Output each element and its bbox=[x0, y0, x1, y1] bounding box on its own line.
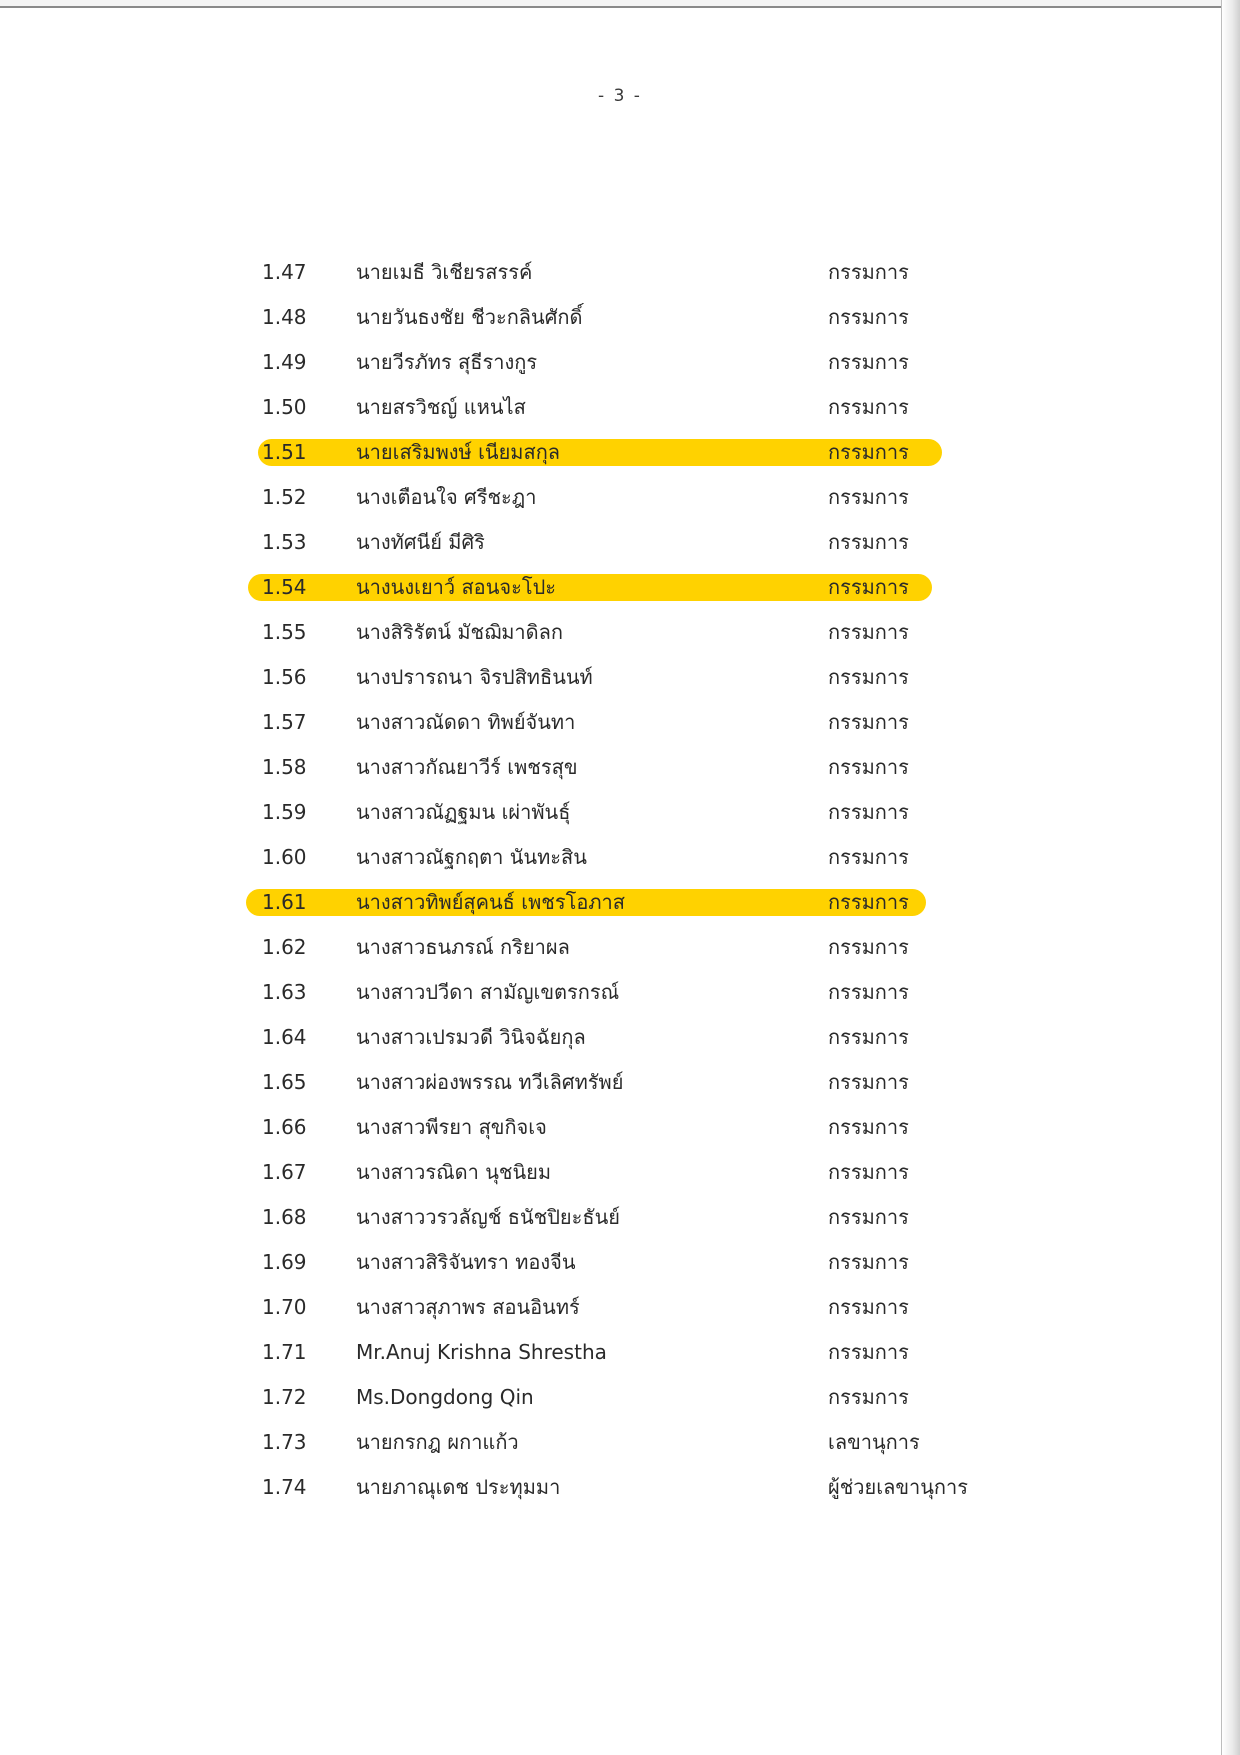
member-name: Mr.Anuj Krishna Shrestha bbox=[356, 1340, 607, 1364]
list-item bbox=[0, 745, 1240, 790]
item-number: 1.65 bbox=[262, 1070, 307, 1094]
list-item bbox=[0, 1285, 1240, 1330]
member-role: กรรมการ bbox=[828, 1295, 909, 1319]
page-number: - 3 - bbox=[598, 86, 642, 106]
item-number: 1.61 bbox=[262, 890, 307, 914]
member-role: กรรมการ bbox=[828, 620, 909, 644]
item-number: 1.60 bbox=[262, 845, 307, 869]
member-role: เลขานุการ bbox=[828, 1430, 920, 1454]
item-number: 1.53 bbox=[262, 530, 307, 554]
member-name: นายวันธงชัย ชีวะกลินศักดิ์ bbox=[356, 305, 583, 329]
list-item bbox=[0, 385, 1240, 430]
list-item bbox=[0, 250, 1240, 295]
member-name: นางสาวทิพย์สุคนธ์ เพชรโอภาส bbox=[356, 890, 625, 914]
list-item bbox=[0, 295, 1240, 340]
item-number: 1.55 bbox=[262, 620, 307, 644]
member-role: กรรมการ bbox=[828, 575, 909, 599]
member-name: นางสาวรณิดา นุชนิยม bbox=[356, 1160, 552, 1184]
member-role: กรรมการ bbox=[828, 485, 909, 509]
member-role: กรรมการ bbox=[828, 260, 909, 284]
list-item bbox=[0, 1060, 1240, 1105]
member-role: กรรมการ bbox=[828, 980, 909, 1004]
item-number: 1.72 bbox=[262, 1385, 307, 1409]
member-role: กรรมการ bbox=[828, 665, 909, 689]
item-number: 1.52 bbox=[262, 485, 307, 509]
member-name: นางสาวณัดดา ทิพย์จันทา bbox=[356, 710, 576, 734]
list-item bbox=[0, 1015, 1240, 1060]
member-role: กรรมการ bbox=[828, 395, 909, 419]
item-number: 1.68 bbox=[262, 1205, 307, 1229]
list-item bbox=[0, 340, 1240, 385]
list-item bbox=[0, 520, 1240, 565]
item-number: 1.73 bbox=[262, 1430, 307, 1454]
list-item-highlighted bbox=[0, 880, 1240, 925]
list-item bbox=[0, 1240, 1240, 1285]
list-item bbox=[0, 610, 1240, 655]
member-name: นางปรารถนา จิรปสิทธินนท์ bbox=[356, 665, 593, 689]
member-name: นางสาวผ่องพรรณ ทวีเลิศทรัพย์ bbox=[356, 1070, 624, 1094]
member-role: ผู้ช่วยเลขานุการ bbox=[828, 1475, 968, 1499]
member-name: นายสรวิชญ์ แหนไส bbox=[356, 395, 526, 419]
item-number: 1.74 bbox=[262, 1475, 307, 1499]
member-role: กรรมการ bbox=[828, 1340, 909, 1364]
list-item bbox=[0, 1465, 1240, 1510]
list-item bbox=[0, 925, 1240, 970]
list-item bbox=[0, 1420, 1240, 1465]
item-number: 1.51 bbox=[262, 440, 307, 464]
item-number: 1.47 bbox=[262, 260, 307, 284]
member-name: นางสาวปวีดา สามัญเขตรกรณ์ bbox=[356, 980, 620, 1004]
member-name: นายวีรภัทร สุธีรางกูร bbox=[356, 350, 538, 374]
member-name: Ms.Dongdong Qin bbox=[356, 1385, 534, 1409]
list-item bbox=[0, 475, 1240, 520]
list-item bbox=[0, 970, 1240, 1015]
member-role: กรรมการ bbox=[828, 1115, 909, 1139]
scan-top-edge bbox=[0, 0, 1240, 8]
member-role: กรรมการ bbox=[828, 350, 909, 374]
member-role: กรรมการ bbox=[828, 890, 909, 914]
item-number: 1.64 bbox=[262, 1025, 307, 1049]
member-role: กรรมการ bbox=[828, 1160, 909, 1184]
member-name: นายเมธี วิเชียรสรรค์ bbox=[356, 260, 533, 284]
member-role: กรรมการ bbox=[828, 305, 909, 329]
item-number: 1.57 bbox=[262, 710, 307, 734]
member-role: กรรมการ bbox=[828, 755, 909, 779]
list-item bbox=[0, 1105, 1240, 1150]
member-role: กรรมการ bbox=[828, 1250, 909, 1274]
item-number: 1.69 bbox=[262, 1250, 307, 1274]
item-number: 1.50 bbox=[262, 395, 307, 419]
member-name: นางทัศนีย์ มีศิริ bbox=[356, 530, 485, 554]
member-name: นางสาวสิริจันทรา ทองจีน bbox=[356, 1250, 576, 1274]
list-item bbox=[0, 700, 1240, 745]
member-role: กรรมการ bbox=[828, 1385, 909, 1409]
list-item bbox=[0, 1150, 1240, 1195]
list-item bbox=[0, 1330, 1240, 1375]
item-number: 1.49 bbox=[262, 350, 307, 374]
item-number: 1.56 bbox=[262, 665, 307, 689]
item-number: 1.70 bbox=[262, 1295, 307, 1319]
member-name: นางสาวกัณยาวีร์ เพชรสุข bbox=[356, 755, 578, 779]
member-name: นางสาวสุภาพร สอนอินทร์ bbox=[356, 1295, 580, 1319]
member-role: กรรมการ bbox=[828, 1025, 909, 1049]
member-role: กรรมการ bbox=[828, 1070, 909, 1094]
list-item-highlighted bbox=[0, 430, 1240, 475]
member-role: กรรมการ bbox=[828, 1205, 909, 1229]
member-list bbox=[0, 250, 1240, 1510]
item-number: 1.54 bbox=[262, 575, 307, 599]
member-name: นายเสริมพงษ์ เนียมสกุล bbox=[356, 440, 561, 464]
item-number: 1.48 bbox=[262, 305, 307, 329]
member-name: นางสาวเปรมวดี วินิจฉัยกุล bbox=[356, 1025, 586, 1049]
member-role: กรรมการ bbox=[828, 935, 909, 959]
member-name: นางสาววรวลัญช์ ธนัชปิยะธันย์ bbox=[356, 1205, 620, 1229]
member-name: นางเตือนใจ ศรีชะฎา bbox=[356, 485, 537, 509]
list-item bbox=[0, 835, 1240, 880]
list-item bbox=[0, 1195, 1240, 1240]
member-role: กรรมการ bbox=[828, 440, 909, 464]
list-item bbox=[0, 655, 1240, 700]
item-number: 1.59 bbox=[262, 800, 307, 824]
member-name: นายกรกฎ ผกาแก้ว bbox=[356, 1430, 519, 1454]
item-number: 1.63 bbox=[262, 980, 307, 1004]
member-name: นางสาวณัฏฐมน เผ่าพันธุ์ bbox=[356, 800, 571, 824]
list-item bbox=[0, 1375, 1240, 1420]
item-number: 1.67 bbox=[262, 1160, 307, 1184]
list-item-highlighted bbox=[0, 565, 1240, 610]
member-role: กรรมการ bbox=[828, 800, 909, 824]
member-name: นางสิริรัตน์ มัชฌิมาดิลก bbox=[356, 620, 563, 644]
item-number: 1.58 bbox=[262, 755, 307, 779]
member-role: กรรมการ bbox=[828, 710, 909, 734]
item-number: 1.66 bbox=[262, 1115, 307, 1139]
member-name: นางสาวพีรยา สุขกิจเจ bbox=[356, 1115, 547, 1139]
member-role: กรรมการ bbox=[828, 845, 909, 869]
member-name: นางนงเยาว์ สอนจะโปะ bbox=[356, 575, 557, 599]
member-name: นางสาวณัฐกฤตา นันทะสิน bbox=[356, 845, 587, 869]
member-role: กรรมการ bbox=[828, 530, 909, 554]
item-number: 1.71 bbox=[262, 1340, 307, 1364]
member-name: นางสาวธนภรณ์ กริยาผล bbox=[356, 935, 570, 959]
item-number: 1.62 bbox=[262, 935, 307, 959]
list-item bbox=[0, 790, 1240, 835]
member-name: นายภาณุเดช ประทุมมา bbox=[356, 1475, 561, 1499]
